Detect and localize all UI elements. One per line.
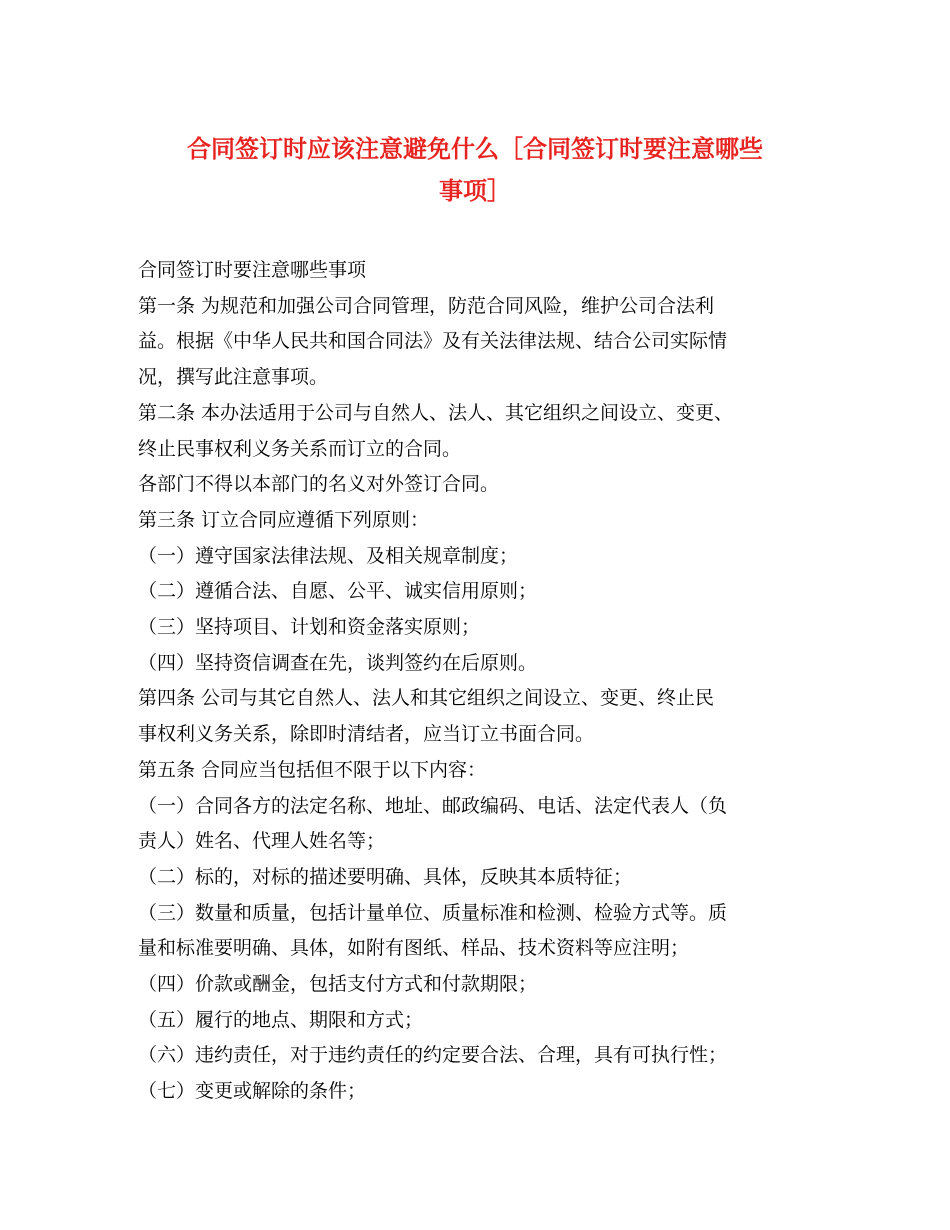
text-line: （三）坚持项目、计划和资金落实原则； — [138, 616, 481, 639]
text-line: 责人）姓名、代理人姓名等； — [138, 830, 386, 853]
text-line: 量和标准要明确、具体，如附有图纸、样品、技术资料等应注明； — [138, 937, 690, 960]
text-line: 第五条 合同应当包括但不限于以下内容： — [138, 758, 487, 781]
text-line: 第一条 为规范和加强公司合同管理，防范合同风险，维护公司合法利 — [138, 294, 715, 317]
text-line: （五）履行的地点、期限和方式； — [138, 1008, 424, 1031]
text-line: （四）坚持资信调查在先，谈判签约在后原则。 — [138, 651, 538, 674]
text-line: （一）遵守国家法律法规、及相关规章制度； — [138, 544, 519, 567]
text-line: 第二条 本办法适用于公司与自然人、法人、其它组织之间设立、变更、 — [138, 401, 734, 424]
text-line: （二）标的，对标的描述要明确、具体，反映其本质特征； — [138, 865, 633, 888]
text-line: （一）合同各方的法定名称、地址、邮政编码、电话、法定代表人（负 — [138, 794, 728, 817]
document-body — [138, 253, 838, 1110]
text-line: 事权利义务关系，除即时清结者，应当订立书面合同。 — [138, 723, 595, 746]
text-line: （四）价款或酬金，包括支付方式和付款期限； — [138, 973, 538, 996]
text-line: 益。根据《中华人民共和国合同法》及有关法律法规、结合公司实际情 — [138, 330, 728, 353]
text-line: 合同签订时要注意哪些事项 — [138, 259, 367, 281]
text-line: （二）遵循合法、自愿、公平、诚实信用原则； — [138, 580, 538, 603]
text-line: 第三条 订立合同应遵循下列原则： — [138, 508, 430, 531]
text-line: 况，撰写此注意事项。 — [138, 366, 329, 389]
text-line: 各部门不得以本部门的名义对外签订合同。 — [138, 473, 500, 496]
title-line-1: 合同签订时应该注意避免什么［合同签订时要注意哪些 — [187, 134, 763, 163]
title-line-2: 事项］ — [439, 176, 511, 205]
text-line: （三）数量和质量，包括计量单位、质量标准和检测、检验方式等。质 — [138, 901, 728, 924]
text-line: 第四条 公司与其它自然人、法人和其它组织之间设立、变更、终止民 — [138, 687, 715, 710]
document-title — [120, 128, 830, 212]
text-line: （六）违约责任，对于违约责任的约定要合法、合理，具有可执行性； — [138, 1044, 728, 1067]
text-line: （七）变更或解除的条件； — [138, 1080, 367, 1103]
text-line: 终止民事权利义务关系而订立的合同。 — [138, 437, 462, 460]
